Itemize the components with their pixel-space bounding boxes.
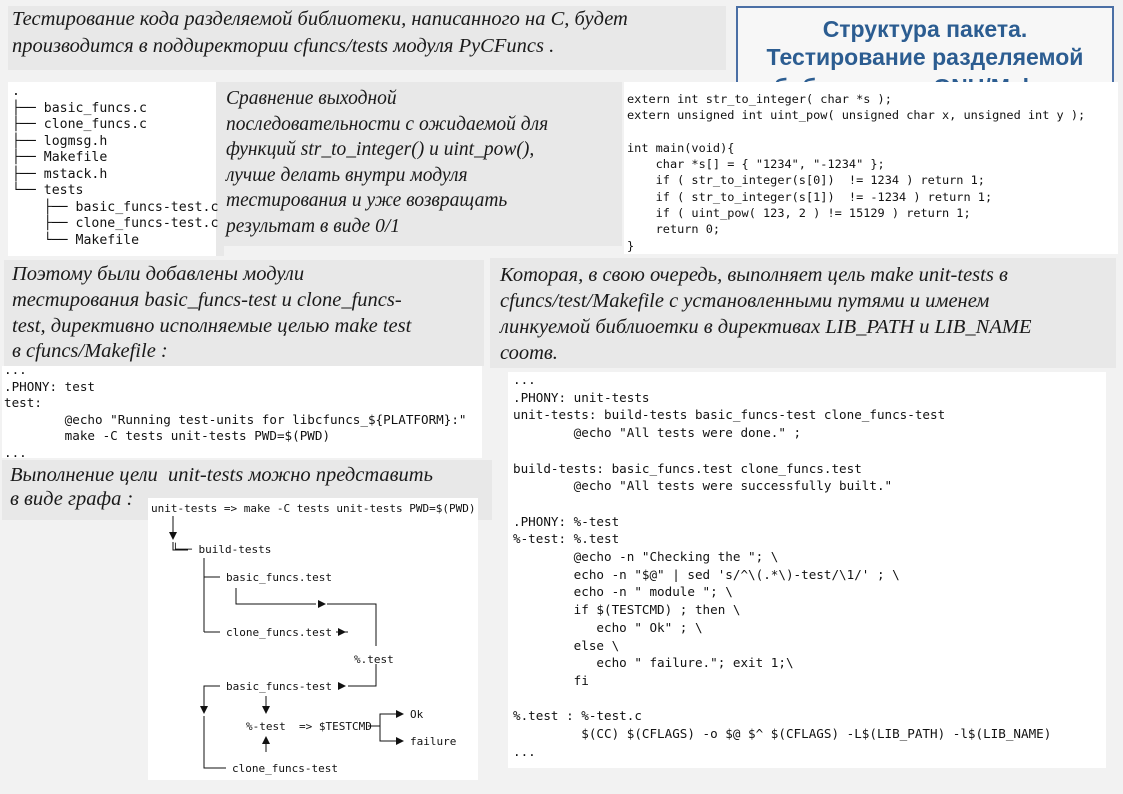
makefile-tests-line: unit-tests: build-tests basic_funcs-test clone_funcs-test bbox=[513, 407, 946, 423]
makefile-tests-line: %-test: %.test bbox=[513, 531, 620, 547]
title-line-1: Структура пакета. bbox=[822, 16, 1028, 42]
makefile-tests-line: @echo "All tests were successfully built." bbox=[513, 478, 893, 494]
tree-line: ├── basic_funcs.c bbox=[12, 100, 147, 116]
makefile-tests-line: echo -n "$@" | sed 's/^\(.*\)-test/\1/' ; \ bbox=[513, 566, 900, 582]
makefile-top-line: test: bbox=[4, 395, 42, 411]
target-note-line: линкуемой библиоетки в директивах LIB_PATH и LIB_NAME bbox=[500, 316, 1032, 338]
c-code-line: if ( str_to_integer(s[0]) != 1234 ) return 1; bbox=[627, 173, 985, 188]
makefile-top-line: .PHONY: test bbox=[4, 378, 95, 394]
intro-line-1: Тестирование кода разделяемой библиотеки, написанного на C, будет bbox=[12, 8, 628, 30]
makefile-tests-line: .PHONY: %-test bbox=[513, 513, 620, 529]
makefile-tests-line: ... bbox=[513, 372, 536, 387]
tree-line: . bbox=[12, 84, 20, 99]
makefile-tests-line: @echo "All tests were done." ; bbox=[513, 425, 802, 441]
makefile-top-line: ... bbox=[4, 362, 27, 377]
graph-build-tests-node: └── build-tests bbox=[172, 543, 272, 556]
c-code-line: char *s[] = { "1234", "-1234" }; bbox=[627, 157, 885, 172]
makefile-tests-line: if $(TESTCMD) ; then \ bbox=[513, 602, 741, 618]
makefile-tests-line: .PHONY: unit-tests bbox=[513, 389, 650, 405]
makefile-tests-line: echo " failure."; exit 1;\ bbox=[513, 655, 794, 671]
graph-ok-node: Ok bbox=[410, 708, 424, 721]
tree-line: ├── Makefile bbox=[12, 150, 108, 165]
graph-basic-funcs-dash-test-node: basic_funcs-test bbox=[226, 680, 332, 693]
makefile-top-line: ... bbox=[4, 444, 27, 460]
makefile-tests-line: $(CC) $(CFLAGS) -o $@ $^ $(CFLAGS) -L$(LIB_PATH) -l$(LIB_NAME) bbox=[513, 726, 1052, 742]
graph-pattern-test-node: %.test bbox=[354, 653, 394, 666]
graph-note-line-2: в виде графа : bbox=[10, 488, 134, 510]
graph-clone-funcs-test-target: clone_funcs.test bbox=[226, 626, 332, 639]
intro-line-2: производится в поддиректории cfuncs/tests модуля PyCFuncs . bbox=[12, 35, 555, 57]
makefile-tests-line: ... bbox=[513, 743, 536, 759]
c-code-line: int main(void){ bbox=[627, 140, 735, 155]
compare-note-line: тестирования и уже возвращать bbox=[226, 190, 508, 212]
makefile-tests-line: echo -n " module "; \ bbox=[513, 584, 733, 600]
makefile-top-line: @echo "Running test-units for libcfuncs_${PLATFORM}:" bbox=[4, 411, 467, 427]
graph-root-node: unit-tests => make -C tests unit-tests PWD=$(PWD) bbox=[151, 502, 476, 515]
c-code-line: if ( uint_pow( 123, 2 ) != 15129 ) return 1; bbox=[627, 206, 971, 221]
modules-note-line: тестирования basic_funcs-test и clone_funcs- bbox=[12, 288, 402, 311]
compare-note-line: лучше делать внутри модуля bbox=[226, 164, 468, 186]
compare-note-line: результат в виде 0/1 bbox=[226, 215, 401, 237]
c-code-line: extern int str_to_integer( char *s ); bbox=[627, 92, 892, 106]
title-line-2: Тестирование разделяемой bbox=[766, 44, 1084, 70]
tree-line: └── tests bbox=[12, 183, 84, 198]
makefile-tests-line: else \ bbox=[513, 637, 620, 653]
makefile-tests-line bbox=[513, 690, 1051, 708]
graph-basic-funcs-test-target: basic_funcs.test bbox=[226, 571, 332, 584]
makefile-top-line: make -C tests unit-tests PWD=$(PWD) bbox=[4, 428, 331, 444]
makefile-tests-line: %.test : %-test.c bbox=[513, 708, 642, 724]
graph-pattern-dash-test-node: %-test => $TESTCMD bbox=[246, 720, 372, 733]
modules-note-line: в cfuncs/Makefile : bbox=[12, 340, 168, 363]
compare-note-line: Сравнение выходной bbox=[226, 88, 397, 109]
tree-line: ├── clone_funcs.c bbox=[12, 117, 147, 132]
c-code-line: } bbox=[627, 238, 635, 253]
c-code-line: return 0; bbox=[627, 222, 721, 237]
target-note-line: cfuncs/test/Makefile с установленными путями и именем bbox=[500, 290, 990, 312]
c-code-line: if ( str_to_integer(s[1]) != -1234 ) return 1; bbox=[627, 189, 993, 204]
makefile-tests-line: echo " Ok" ; \ bbox=[513, 619, 703, 635]
tree-line: ├── mstack.h bbox=[12, 166, 108, 182]
tree-line: └── Makefile bbox=[12, 232, 140, 248]
modules-note-line: Поэтому были добавлены модули bbox=[12, 263, 305, 285]
graph-failure-node: failure bbox=[410, 735, 457, 748]
compare-note-line: последовательности с ожидаемой для bbox=[226, 113, 549, 135]
compare-note-line: функций str_to_integer() и uint_pow(), bbox=[226, 139, 535, 161]
graph-note-line-1: Выполнение цели unit-tests можно представить bbox=[10, 464, 433, 486]
tests-makefile-code bbox=[513, 371, 1051, 760]
tree-line: ├── clone_funcs-test.c bbox=[12, 216, 219, 231]
tree-line: ├── basic_funcs-test.c bbox=[12, 199, 219, 215]
modules-note-line: test, директивно исполняемые целью make test bbox=[12, 314, 412, 337]
makefile-tests-line bbox=[513, 442, 1051, 460]
graph-clone-funcs-dash-test-node: clone_funcs-test bbox=[232, 762, 338, 775]
target-note-line: Которая, в свою очередь, выполняет цель make unit-tests в bbox=[500, 264, 1008, 286]
makefile-tests-line: fi bbox=[513, 672, 589, 688]
target-note-line: соотв. bbox=[500, 342, 558, 364]
makefile-tests-line: build-tests: basic_funcs.test clone_funcs.test bbox=[513, 460, 862, 476]
makefile-tests-line bbox=[513, 495, 1051, 513]
c-code-line: extern unsigned int uint_pow( unsigned char x, unsigned int y ); bbox=[627, 108, 1086, 123]
tree-line: ├── logmsg.h bbox=[12, 133, 108, 149]
makefile-tests-line: @echo -n "Checking the "; \ bbox=[513, 549, 779, 565]
